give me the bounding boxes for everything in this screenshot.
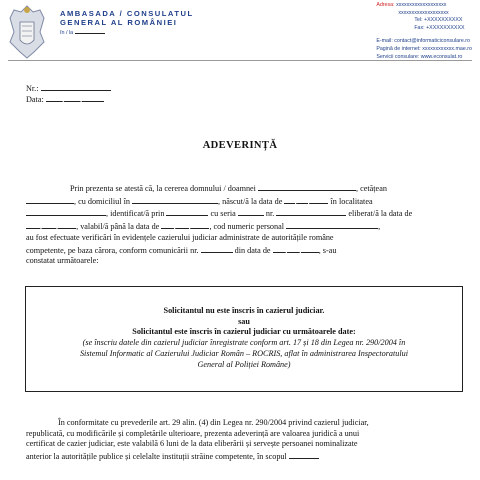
- status-or: sau: [238, 316, 250, 326]
- paragraph-legal-basis: În conformitate cu prevederile art. 29 alin. (4) din Legea nr. 290/2004 privind cazierul judiciar, republicată, cu modificările și completările ulterioare, prezenta adeverință are valoarea juridică a unui certificat de cazier judiciar, este valabilă 6 luni de la data eliberării și servește persoanei nominalizate anterior la autoritățile publice și celelalte instituții străine competente, în scopul: [26, 418, 369, 462]
- status-option-registered: Solicitantul este înscris în cazierul judiciar cu următoarele date:: [132, 327, 356, 337]
- phone-number: Tel: +XXXXXXXXXX: [414, 17, 463, 24]
- address-value-2: xxxxxxxxxxxxxxxxxxx: [398, 9, 449, 16]
- fax-number: Fax: +XXXXXXXXXX: [414, 24, 465, 31]
- address-label: Adresa:: [376, 2, 395, 8]
- website[interactable]: Pagină de internet: xxxxxxxxxxxx.mae.ro: [376, 45, 472, 52]
- contact-block: [376, 2, 472, 61]
- consular-services-link[interactable]: Servicii consulare: www.econsulat.ro: [376, 53, 463, 60]
- page-title: ADEVERINȚĂ: [202, 140, 278, 151]
- email-address[interactable]: E-mail: contact@informaticiconsulare.ro: [376, 38, 471, 45]
- header-line-location: în / la: [60, 28, 105, 36]
- status-note-line-2: Sistemul Informatic al Cazierului Judiciar Român – ROCRIS, aflat în administrarea Inspectoratului: [79, 348, 409, 358]
- romanian-coat-of-arms-icon: [4, 2, 50, 60]
- header-line-embassy: AMBASADA / CONSULATUL: [60, 9, 194, 18]
- status-note-line-1: (se înscriu datele din cazierul judiciar înregistrate conform art. 17 și 18 din Legea nr. 290/2004 în: [82, 338, 406, 348]
- paragraph-request: Prin prezenta se atestă că, la cererea domnului / doamnei , cetățean , cu domiciliul în , născut/ă la data de . . în localitatea , identificat/ă prin cu seria nr. eliberat/ă la data de . . , valabil/ă până la data de . . , cod numeric personal , au fost efectuate verificări în evidențele cazierului judiciar administrate de autoritățile române competente, pe baza cărora, conform comunicării nr. din data de . . , s-au constatat următoarele:: [26, 184, 413, 266]
- status-note-line-3: General al Poliției Române): [197, 359, 291, 369]
- criminal-record-status-box: [25, 286, 463, 392]
- address-value: xxxxxxxxxxxxxxxxxxx: [396, 2, 447, 8]
- doc-number-line: Nr.:: [26, 82, 111, 95]
- status-option-not-registered: Solicitantul nu este înscris în cazierul judiciar.: [163, 306, 325, 315]
- doc-date-line: Data: . .: [26, 93, 104, 106]
- header-divider: [8, 60, 472, 61]
- header-line-country: GENERAL AL ROMÂNIEI: [60, 18, 178, 27]
